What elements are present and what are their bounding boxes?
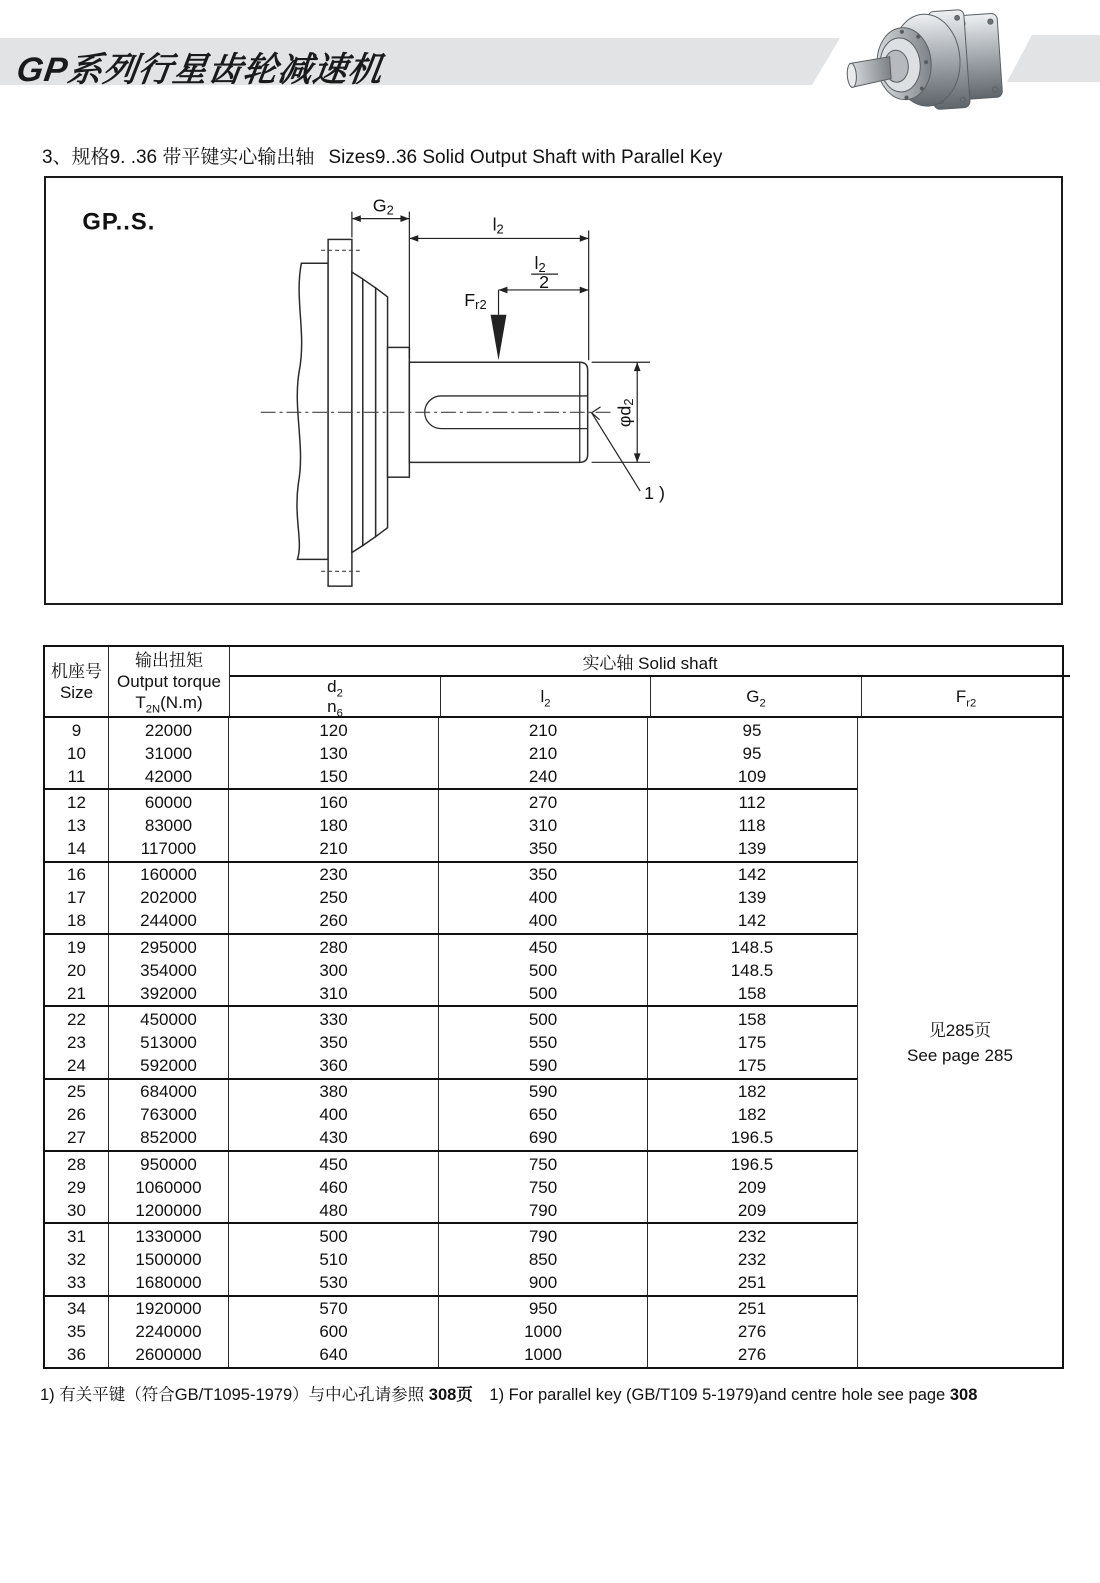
column-size (45, 863, 108, 933)
column-d2 (228, 718, 438, 788)
section-heading-zh: 3、规格9. .36 带平键实心输出轴 (42, 147, 315, 168)
page-title: GP系列行星齿轮减速机 (14, 51, 386, 89)
section-heading-en: Sizes9..36 Solid Output Shaft with Parallel Key (328, 147, 723, 168)
size-group-row (45, 718, 857, 788)
cell-d2: 380 (319, 1082, 348, 1102)
cell-g2: 182 (737, 1082, 767, 1102)
cell-d2: 510 (319, 1249, 348, 1269)
column-header-fr2: $F_{r2}$ (861, 677, 1070, 717)
cell-g2: 112 (738, 792, 766, 812)
cell-d2: 310 (319, 983, 348, 1003)
cell-d2: 300 (319, 960, 348, 980)
cell-torque: 42000 (144, 766, 193, 786)
size-group-row (45, 1295, 857, 1367)
cell-l2: 500 (528, 1009, 558, 1029)
cell-torque: 244000 (140, 911, 197, 931)
cell-l2: 850 (528, 1249, 558, 1269)
column-size (45, 1297, 108, 1367)
table-body (45, 718, 1062, 1367)
cell-torque: 2600000 (135, 1345, 202, 1365)
cell-torque: 2240000 (135, 1322, 202, 1342)
spec-table (43, 645, 1064, 1369)
column-l2 (438, 718, 647, 788)
dimension-l2-label: l2 (492, 214, 504, 237)
cell-g2: 175 (737, 1055, 767, 1075)
cell-d2: 230 (319, 865, 348, 885)
cell-g2: 232 (737, 1249, 767, 1269)
cell-size: 12 (67, 792, 86, 812)
cell-g2: 142 (737, 865, 767, 885)
size-group-row (45, 1005, 857, 1077)
cell-l2: 500 (528, 960, 558, 980)
cell-d2: 360 (319, 1055, 348, 1075)
cell-g2: 139 (737, 888, 767, 908)
cell-l2: 550 (528, 1032, 558, 1052)
table-header (45, 647, 1062, 718)
column-g2 (647, 1007, 856, 1077)
cell-d2: 350 (319, 1032, 348, 1052)
column-header-d2n6 (230, 677, 440, 720)
cell-l2: 590 (528, 1082, 558, 1102)
drawing-model-label: GP..S. (82, 208, 156, 236)
cell-torque: 763000 (140, 1105, 197, 1125)
cell-size: 29 (67, 1177, 86, 1197)
cell-size: 19 (67, 937, 86, 957)
cell-g2: 148.5 (730, 937, 774, 957)
cell-d2: 130 (319, 743, 348, 763)
column-header-g2: $G_2$ (650, 677, 861, 717)
column-torque (108, 1224, 228, 1294)
sub-header-row (230, 677, 1070, 720)
column-size (45, 935, 108, 1005)
cell-size: 13 (67, 815, 86, 835)
fr2-merged-cell (857, 718, 1062, 1367)
cell-g2: 118 (738, 815, 766, 835)
cell-d2: 400 (319, 1105, 348, 1125)
size-group-row (45, 1150, 857, 1222)
n6-label: $n_6$ (327, 697, 343, 720)
cell-size: 33 (67, 1272, 86, 1292)
footnote-en: 1) For parallel key (GB/T109 5-1979)and centre hole see page (489, 1386, 946, 1404)
cell-l2: 590 (528, 1055, 558, 1075)
cell-l2: 690 (528, 1128, 558, 1148)
cell-d2: 500 (319, 1226, 348, 1246)
cell-torque: 1060000 (135, 1177, 202, 1197)
column-d2 (228, 1080, 438, 1150)
cell-l2: 210 (528, 743, 558, 763)
cell-l2: 750 (528, 1177, 558, 1197)
column-g2 (647, 863, 856, 933)
dimension-l2-half-numerator: l2 (534, 253, 546, 276)
cell-g2: 148.5 (730, 960, 774, 980)
column-d2 (228, 790, 438, 860)
column-d2 (228, 1152, 438, 1222)
cell-d2: 430 (319, 1128, 348, 1148)
cell-l2: 310 (528, 815, 558, 835)
column-d2 (228, 1297, 438, 1367)
cell-g2: 196.5 (730, 1128, 774, 1148)
cell-torque: 160000 (140, 865, 197, 885)
cell-d2: 260 (319, 911, 348, 931)
cell-l2: 750 (528, 1154, 558, 1174)
cell-g2: 139 (737, 838, 767, 858)
column-d2 (228, 935, 438, 1005)
cell-torque: 22000 (144, 720, 193, 740)
size-group-row (45, 861, 857, 933)
cell-d2: 210 (319, 838, 348, 858)
cell-torque: 202000 (140, 888, 197, 908)
cell-size: 35 (67, 1322, 86, 1342)
column-torque (108, 1080, 228, 1150)
cell-d2: 150 (319, 766, 348, 786)
torque-header-en: Output torque (117, 672, 221, 691)
column-torque (108, 1297, 228, 1367)
column-g2 (647, 1152, 856, 1222)
cell-g2: 251 (737, 1299, 767, 1319)
cell-d2: 120 (319, 720, 348, 740)
cell-torque: 295000 (140, 937, 197, 957)
column-l2 (438, 1007, 647, 1077)
cell-size: 14 (67, 838, 86, 858)
cell-g2: 251 (737, 1272, 767, 1292)
cell-l2: 1000 (524, 1345, 562, 1365)
force-fr2-arrow (491, 290, 507, 360)
cell-torque: 950000 (140, 1154, 197, 1174)
column-size (45, 1152, 108, 1222)
cell-g2: 175 (737, 1032, 767, 1052)
torque-header-unit: $T_{2N}(N.m)$ (135, 693, 203, 716)
cell-torque: 31000 (144, 743, 193, 763)
size-group-row (45, 1222, 857, 1294)
cell-size: 21 (67, 983, 86, 1003)
cell-torque: 852000 (140, 1128, 197, 1148)
size-header-en: Size (59, 682, 94, 702)
size-header-zh: 机座号 (51, 661, 102, 681)
cell-size: 32 (67, 1249, 86, 1269)
cell-g2: 109 (737, 766, 767, 786)
column-l2 (438, 1080, 647, 1150)
size-group-row (45, 933, 857, 1005)
cell-size: 16 (67, 865, 86, 885)
cell-torque: 1680000 (135, 1272, 202, 1292)
cell-l2: 210 (528, 720, 558, 740)
cell-g2: 142 (737, 911, 767, 931)
footnote-ref-label: 1 ) (644, 482, 665, 503)
cell-d2: 600 (319, 1322, 348, 1342)
cell-d2: 250 (319, 888, 348, 908)
cell-size: 30 (67, 1200, 86, 1220)
column-g2 (647, 718, 856, 788)
cell-g2: 158 (737, 983, 767, 1003)
cell-torque: 354000 (140, 960, 197, 980)
cell-size: 31 (67, 1226, 86, 1246)
housing-outline (297, 263, 328, 559)
cell-d2: 570 (319, 1299, 348, 1319)
cell-g2: 276 (737, 1345, 767, 1365)
footnote-zh: 1) 有关平键（符合GB/T1095-1979）与中心孔请参照 (40, 1386, 425, 1404)
section-heading (42, 142, 722, 169)
cell-g2: 95 (742, 743, 762, 763)
fr2-note-en: See page 285 (907, 1045, 1013, 1065)
cell-size: 11 (67, 766, 86, 786)
cell-l2: 790 (528, 1226, 558, 1246)
column-size (45, 790, 108, 860)
column-g2 (647, 935, 856, 1005)
column-torque (108, 935, 228, 1005)
torque-header-zh: 输出扭矩 (135, 651, 203, 670)
cell-torque: 392000 (140, 983, 197, 1003)
dimension-l2-half-denominator: 2 (539, 271, 550, 292)
cell-size: 25 (67, 1082, 86, 1102)
cell-g2: 95 (742, 720, 762, 740)
cell-g2: 182 (737, 1105, 767, 1125)
cell-l2: 500 (528, 983, 558, 1003)
cell-g2: 276 (737, 1322, 767, 1342)
drawing-frame (44, 176, 1063, 605)
dimension-d2-label: φd2 (614, 398, 637, 428)
column-g2 (647, 790, 856, 860)
column-header-size (45, 647, 108, 716)
column-size (45, 1080, 108, 1150)
column-l2 (438, 1224, 647, 1294)
cell-size: 34 (67, 1299, 86, 1319)
column-size (45, 718, 108, 788)
column-l2 (438, 790, 647, 860)
cell-torque: 1500000 (135, 1249, 202, 1269)
cell-l2: 350 (528, 865, 558, 885)
column-d2 (228, 1224, 438, 1294)
column-torque (108, 1007, 228, 1077)
size-group-row (45, 1078, 857, 1150)
cell-torque: 450000 (140, 1009, 197, 1029)
gear-reducer-image (838, 6, 1016, 116)
cell-size: 28 (67, 1154, 86, 1174)
column-header-torque (108, 647, 229, 716)
column-header-l2: $l_2$ (440, 677, 650, 717)
cell-torque: 1920000 (135, 1299, 202, 1319)
column-g2 (647, 1297, 856, 1367)
column-size (45, 1224, 108, 1294)
cell-d2: 280 (319, 937, 348, 957)
column-size (45, 1007, 108, 1077)
cell-g2: 232 (737, 1226, 767, 1246)
cell-torque: 513000 (140, 1032, 197, 1052)
cell-d2: 640 (319, 1345, 348, 1365)
column-l2 (438, 1297, 647, 1367)
cell-d2: 180 (319, 815, 348, 835)
output-shaft-drawing (46, 178, 1061, 603)
column-torque (108, 790, 228, 860)
footnote-en-page: 308 (949, 1386, 978, 1404)
cell-size: 22 (67, 1009, 86, 1029)
cell-d2: 460 (319, 1177, 348, 1197)
cell-d2: 160 (319, 792, 348, 812)
cell-size: 26 (67, 1105, 86, 1125)
cell-d2: 530 (319, 1272, 348, 1292)
cell-size: 27 (67, 1128, 86, 1148)
banner-right-stripe (1007, 35, 1100, 82)
column-l2 (438, 935, 647, 1005)
cell-size: 17 (67, 888, 86, 908)
cell-l2: 350 (528, 838, 558, 858)
cell-l2: 450 (528, 937, 558, 957)
cell-torque: 1330000 (135, 1226, 202, 1246)
table-body-left (45, 718, 857, 1367)
cell-l2: 240 (528, 766, 558, 786)
column-l2 (438, 863, 647, 933)
cell-torque: 117000 (140, 838, 197, 858)
d2-label: $d_2$ (327, 677, 343, 700)
fr2-note-zh: 见285页 (928, 1020, 992, 1040)
cell-torque: 83000 (144, 815, 193, 835)
solid-shaft-span-header: 实心轴 Solid shaft (230, 647, 1070, 677)
cell-d2: 480 (319, 1200, 348, 1220)
cell-size: 9 (71, 720, 82, 740)
column-g2 (647, 1224, 856, 1294)
cell-g2: 196.5 (730, 1154, 774, 1174)
size-group-row (45, 788, 857, 860)
cell-size: 36 (67, 1345, 86, 1365)
cell-l2: 270 (528, 792, 558, 812)
page-footnote (40, 1381, 977, 1405)
column-g2 (647, 1080, 856, 1150)
footnote-zh-page: 308页 (428, 1386, 473, 1404)
cell-g2: 158 (737, 1009, 767, 1029)
cell-size: 23 (67, 1032, 86, 1052)
cell-l2: 1000 (524, 1322, 562, 1342)
cell-l2: 650 (528, 1105, 558, 1125)
column-torque (108, 1152, 228, 1222)
cell-g2: 209 (737, 1200, 767, 1220)
cell-size: 10 (67, 743, 86, 763)
cell-l2: 900 (528, 1272, 558, 1292)
cell-l2: 400 (528, 888, 558, 908)
force-fr2-label: Fr2 (464, 289, 487, 312)
column-torque (108, 863, 228, 933)
cell-size: 18 (67, 911, 86, 931)
cell-torque: 60000 (144, 792, 193, 812)
cell-torque: 1200000 (135, 1200, 202, 1220)
dimension-g2-label: G2 (372, 195, 394, 218)
column-d2 (228, 1007, 438, 1077)
cell-l2: 790 (528, 1200, 558, 1220)
cell-l2: 400 (528, 911, 558, 931)
column-torque (108, 718, 228, 788)
cell-d2: 450 (319, 1154, 348, 1174)
cell-torque: 684000 (140, 1082, 197, 1102)
cell-size: 20 (67, 960, 86, 980)
column-l2 (438, 1152, 647, 1222)
cell-d2: 330 (319, 1009, 348, 1029)
column-d2 (228, 863, 438, 933)
cell-size: 24 (67, 1055, 86, 1075)
cell-l2: 950 (528, 1299, 558, 1319)
cell-torque: 592000 (140, 1055, 197, 1075)
cell-g2: 209 (737, 1177, 767, 1197)
solid-shaft-header-group (229, 647, 1070, 720)
